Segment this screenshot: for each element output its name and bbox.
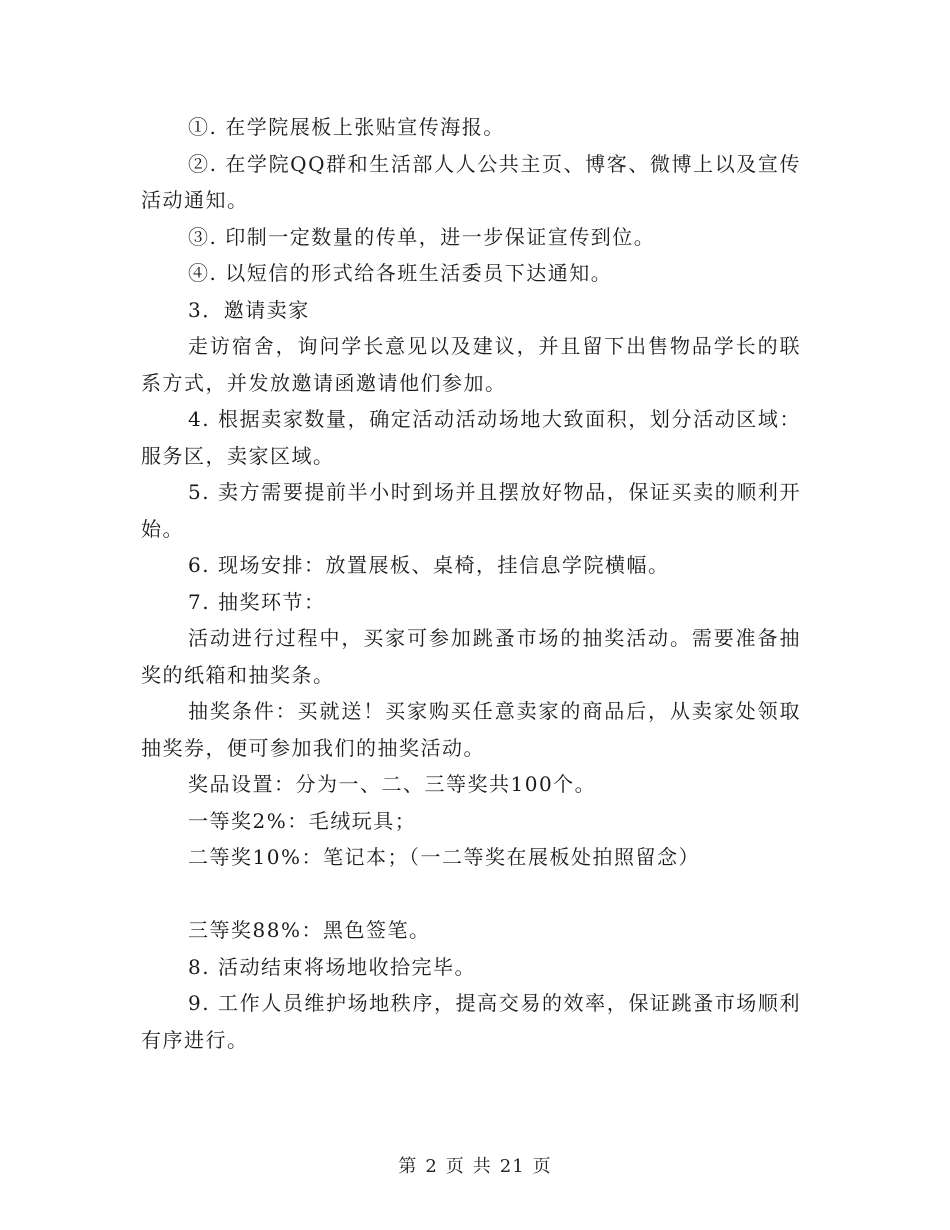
paragraph: 7. 抽奖环节： — [188, 589, 326, 614]
footer-current-page: 2 — [425, 1156, 438, 1177]
paragraph: 9. 工作人员维护场地秩序，提高交易的效率，保证跳蚤市场顺利有序进行。 — [141, 991, 801, 1052]
paragraph: ②. 在学院QQ群和生活部人人公共主页、博客、微博上以及宣传活动通知。 — [141, 151, 801, 212]
paragraph: 抽奖条件：买就送！买家购买任意卖家的商品后，从卖家处领取抽奖券，便可参加我们的抽奖活动。 — [141, 699, 801, 760]
section-heading: 3．邀请卖家 — [188, 297, 310, 322]
paragraph: ④. 以短信的形式给各班生活委员下达通知。 — [188, 261, 613, 285]
footer-total-word: 共 — [472, 1156, 492, 1177]
blank-line — [141, 876, 801, 913]
page-footer — [0, 1152, 950, 1178]
paragraph: 6. 现场安排：放置展板、桌椅，挂信息学院横幅。 — [188, 553, 670, 577]
paragraph: 活动进行过程中，买家可参加跳蚤市场的抽奖活动。需要准备抽奖的纸箱和抽奖条。 — [141, 626, 801, 687]
paragraph: 奖品设置：分为一、二、三等奖共100个。 — [188, 772, 597, 796]
paragraph: 4. 根据卖家数量，确定活动活动场地大致面积，划分活动区域：服务区，卖家区域。 — [141, 407, 801, 468]
document-body — [141, 109, 801, 1058]
paragraph: ③. 印制一定数量的传单，进一步保证宣传到位。 — [188, 224, 656, 249]
footer-page-word: 页 — [445, 1156, 465, 1177]
prize-item: 三等奖88%：黑色签笔。 — [188, 918, 431, 942]
footer-total-pages: 21 — [499, 1156, 525, 1177]
paragraph: 8. 活动结束将场地收拾完毕。 — [188, 954, 476, 979]
paragraph: 5. 卖方需要提前半小时到场并且摆放好物品，保证买卖的顺利开始。 — [141, 480, 801, 541]
paragraph: ①. 在学院展板上张贴宣传海报。 — [188, 115, 505, 139]
footer-prefix: 第 — [398, 1156, 418, 1177]
prize-item: 二等奖10%：笔记本；（一二等奖在展板处拍照留念） — [188, 845, 700, 869]
paragraph: 走访宿舍，询问学长意见以及建议，并且留下出售物品学长的联系方式，并发放邀请函邀请他们参加。 — [141, 334, 801, 395]
footer-suffix: 页 — [532, 1156, 552, 1177]
prize-item: 一等奖2%：毛绒玩具； — [188, 808, 417, 833]
